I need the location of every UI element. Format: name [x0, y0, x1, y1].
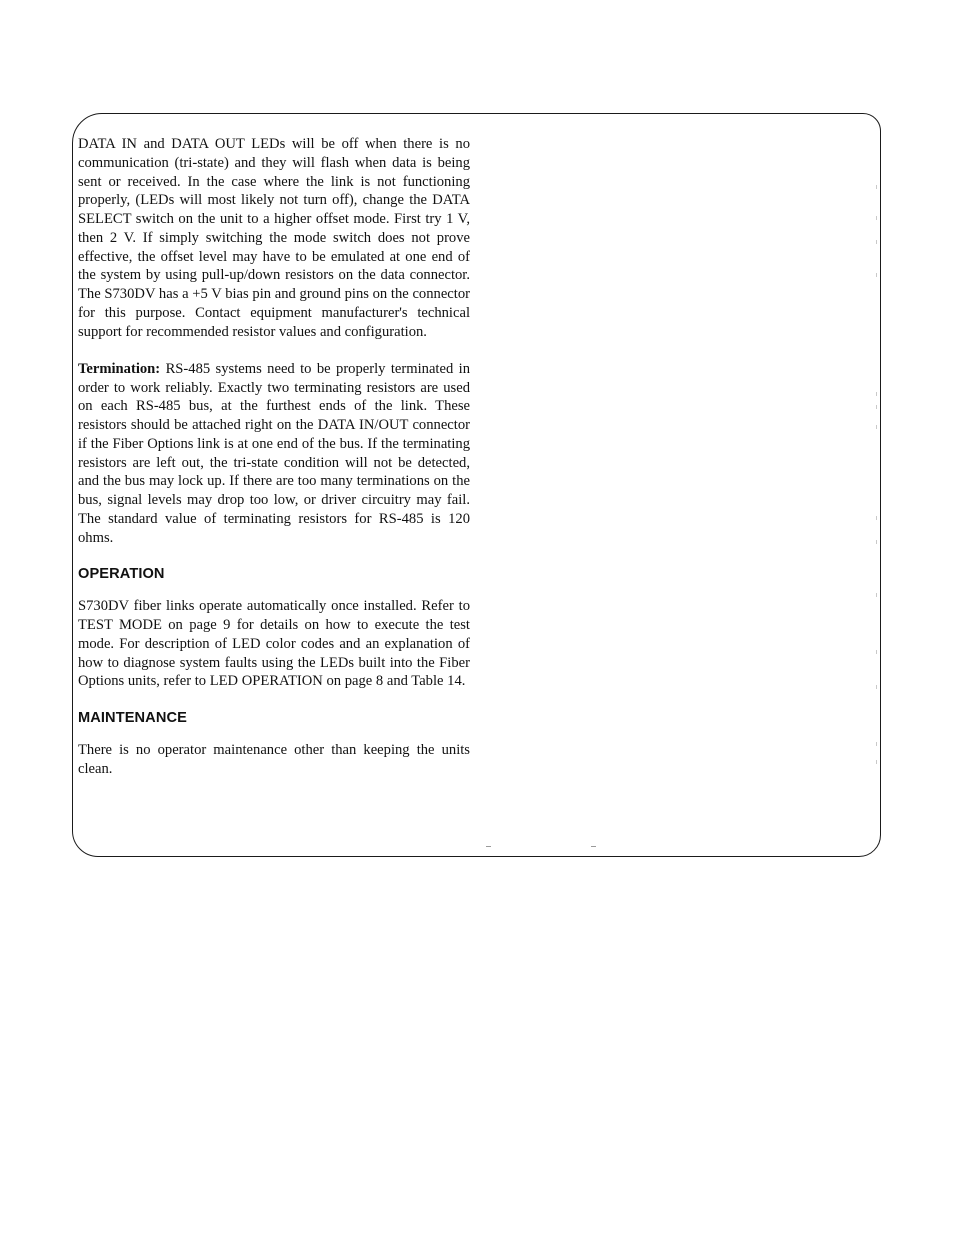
scan-dash [486, 846, 491, 847]
scan-speck [876, 185, 877, 189]
scan-speck [876, 760, 877, 764]
scan-speck [876, 405, 877, 409]
scan-speck [876, 425, 877, 429]
operation-paragraph: S730DV fiber links operate automatically once installed. Refer to TEST MODE on page 9 for details on how to execute the test mode. For description of LED color codes and an explanation of how to diagnose system faults using the LEDs built into the Fiber Options units, refer to LED OPERATION on page 8 and Table 14. [78, 598, 470, 690]
scan-speck [876, 650, 877, 654]
scan-speck [876, 216, 877, 220]
led-behavior-paragraph: DATA IN and DATA OUT LEDs will be off when there is no communication (tri-state) and they will flash when data is being sent or received. In the case where the link is not functioning properly, (LEDs will most likely not turn off), change the DATA SELECT switch on the unit to a higher offset mode. First try 1 V, then 2 V. If simply switching the mode switch does not prove effective, the offset level may have to be emulated at one end of the system by using pull-up/down resistors on the data connector. The S730DV has a +5 V bias pin and ground pins on the connector for this purpose. Contact equipment manufacturer's technical support for recommended resistor values and configuration. [78, 136, 470, 340]
scan-speck [876, 685, 877, 689]
termination-text: RS-485 systems need to be properly terminated in order to work reliably. Exactly two terminating resistors are used on each RS-485 bus, at the furthest ends of the link. These resistors should be attached right on the DATA IN/OUT connector if the Fiber Options link is at one end of the bus. If the terminating resistors are left out, the tri-state condition will not be detected, and the bus may lock up. If there are too many terminations on the bus, signal levels may drop too low, or driver circuitry may fail. The standard value of terminating resistors for RS-485 is 120 ohms. [78, 360, 470, 546]
maintenance-heading: MAINTENANCE [78, 710, 187, 726]
scan-speck [876, 392, 877, 396]
scan-speck [876, 240, 877, 244]
operation-heading: OPERATION [78, 566, 165, 583]
scan-speck [876, 273, 877, 277]
scan-speck [876, 540, 877, 544]
scan-speck [876, 742, 877, 746]
text-column [78, 135, 470, 779]
maintenance-paragraph: There is no operator maintenance other than keeping the units clean. [78, 742, 470, 777]
termination-paragraph [78, 360, 470, 548]
scan-dash [591, 846, 596, 847]
scan-speck [876, 516, 877, 520]
scan-speck [876, 593, 877, 597]
termination-label: Termination: [78, 360, 161, 377]
